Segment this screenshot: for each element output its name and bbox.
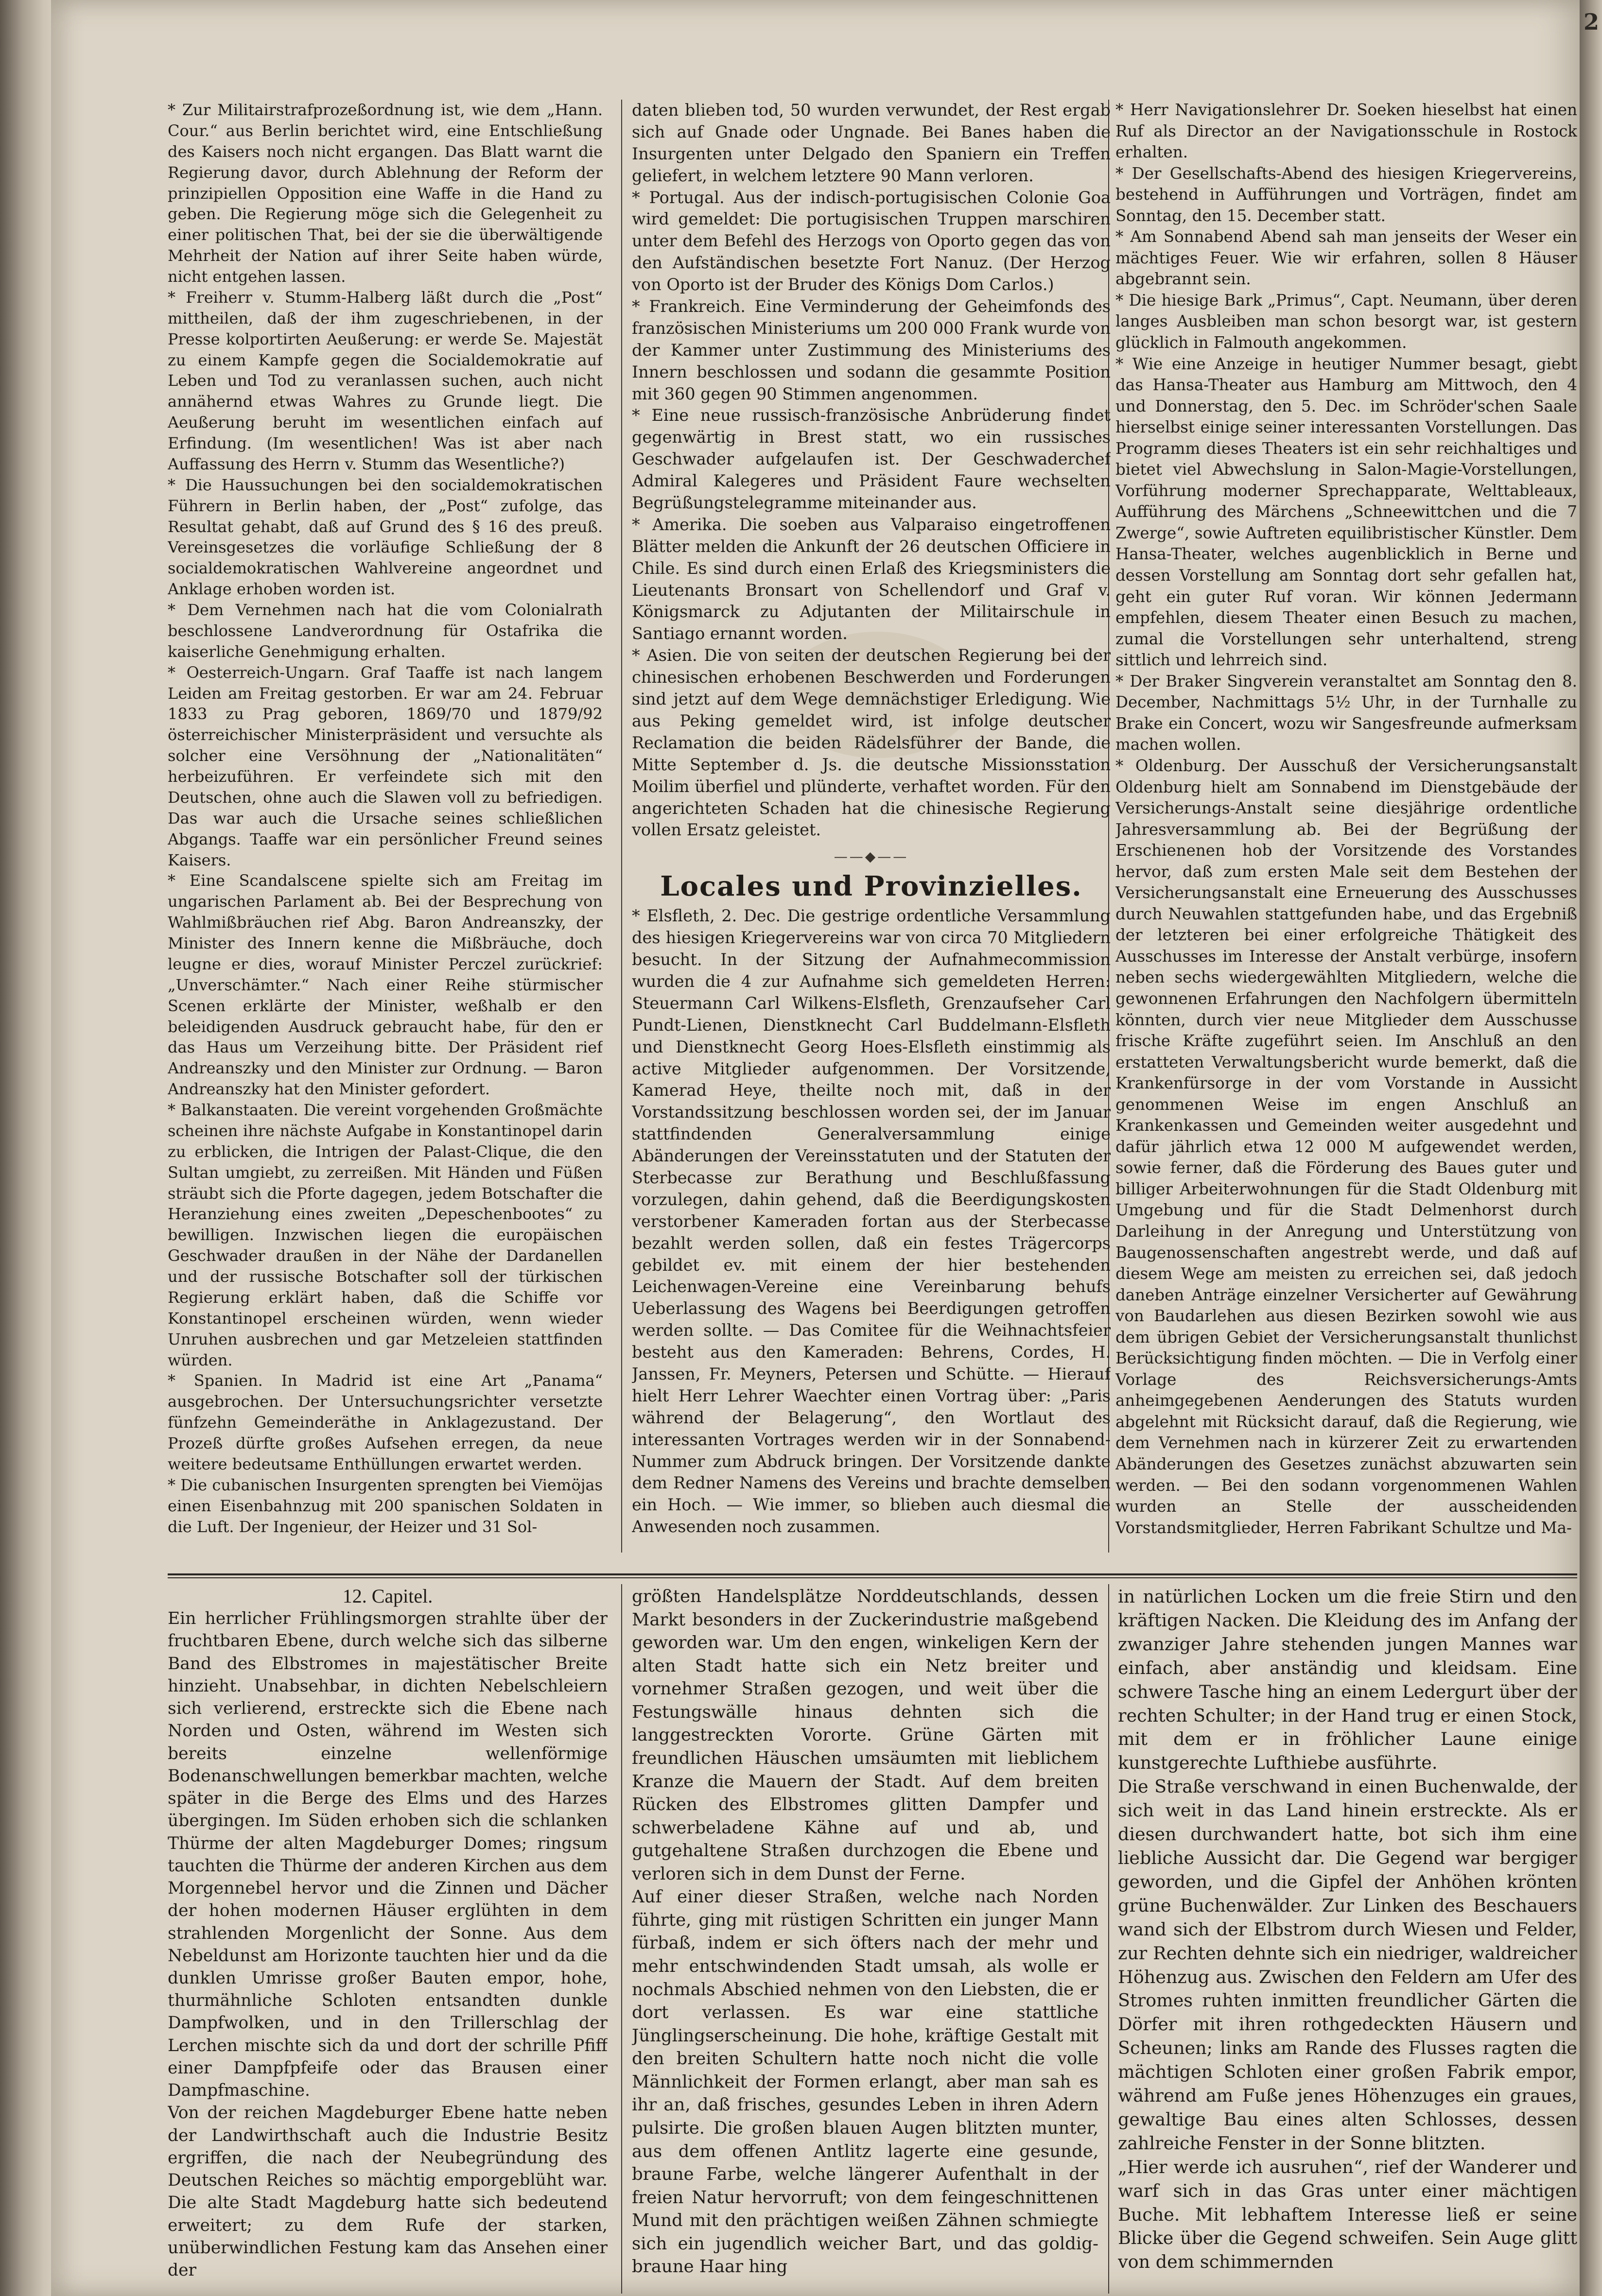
edge-label: 2 [1584, 9, 1600, 35]
article-paragraph: * Oldenburg. Der Ausschuß der Versicherungsanstalt Oldenburg hielt am Sonnabend im Dienstgebäude der Versicherungs-Anstalt seine diesjährige ordentliche Jahresversammlung ab. Bei der Begrüßung der Erschienenen hob der Vorsitzende des Vorstandes hervor, daß zum ersten Male seit dem Bestehen der Versicherungsanstalt eine Erneuerung des Ausschusses durch Neuwahlen stattgefunden habe, und das Ergebniß der letzteren bei einer erfolgreiche Thätigkeit des Ausschusses im Interesse der Anstalt verbürge, insofern neben sechs wiedergewählten Mitgliedern, welche die gewonnenen Erfahrungen den Nachfolgern übermitteln könnten, durch vier neue Mitglieder dem Ausschusse frische Kräfte zugeführt seien. Im Anschluß an den erstatteten Verwaltungsbericht wurde bemerkt, daß die Krankenfürsorge in der vom Vorstande in Aussicht genommenen Weise im engen Anschluß an Krankenkassen und Gemeinden weiter ausgedehnt und dafür jährlich etwa 12 000 M aufgewendet werden, sowie ferner, daß die Förderung des Baues guter und billiger Arbeiterwohnungen für die Stadt Oldenburg mit Umgebung und für die Stadt Delmenhorst durch Darleihung in der Anregung und Unterstützung von Baugenossenschaften angestrebt werde, und daß auf diesem Wege am meisten zu erreichen sei, daß jedoch daneben Anträge einzelner Versicherter auf Gewährung von Baudarlehen aus diesen Bezirken sowohl wie aus dem übrigen Gebiet der Versicherungsanstalt thunlichst Berücksichtigung finden möchten. — Die in Verfolg einer Vorlage des Reichsversicherungs-Amts anheimgegebenen Aenderungen des Statuts wurden abgelehnt mit Rücksicht darauf, daß die Regierung, wie dem Vernehmen nach in kürzerer Zeit zu erwartenden Abänderungen des Gesetzes zunächst abzuwarten sein werden. — Bei den sodann vorgenommenen Wahlen wurden an Stelle der ausscheidenden Vorstandsmitglieder, Herren Fabrikant Schultze und Ma- [1115, 756, 1577, 1537]
article-paragraph: größten Handelsplätze Norddeutschlands, dessen Markt besonders in der Zuckerindustrie maßgebend geworden war. Um den engen, winkeligen Kern der alten Stadt hatte sich ein Netz breiter und vornehmer Straßen gezogen, und weit über die Festungswälle hinaus dehnten sich die langgestreckten Vororte. Grüne Gärten mit freundlichen Häuschen umsäumten mit lieblichem Kranze die Mauern der Stadt. Auf dem breiten Rücken des Elbstromes glitten Dampfer und schwerbeladene Kähne auf und ab, und gutgehaltene Straßen durchzogen die Ebene und verloren sich in dem Dunst der Ferne. [632, 1587, 1098, 1884]
article-paragraph: * Elsfleth, 2. Dec. Die gestrige ordentliche Versammlung des hiesigen Kriegervereins war von circa 70 Mitgliedern besucht. In der Sitzung der Aufnahmecommission wurden die 4 zur Aufnahme sich gemeldeten Herren: Steuermann Carl Wilkens-Elsfleth, Grenzaufseher Carl Pundt-Lienen, Dienstknecht Carl Buddelmann-Elsfleth und Dienstknecht Georg Hoes-Elsfleth einstimmig als active Mitglieder aufgenommen. Der Vorsitzende, Kamerad Heye, theilte noch mit, daß in der Vorstandssitzung beschlossen worden sei, der im Januar stattfindenden Generalversammlung einige Abänderungen der Vereinsstatuten und der Statuten der Sterbecasse zur Berathung und Beschlußfassung vorzulegen, dahin gehend, daß die Beerdigungskosten verstorbener Kameraden fortan aus der Sterbecasse bezahlt werden sollen, daß ein festes Trägercorps gebildet ev. mit einem der hier bestehenden Leichenwagen-Vereine eine Vereinbarung behufs Ueberlassung des Wagens bei Beerdigungen getroffen werden sollte. — Das Comitee für die Weihnachtsfeier besteht aus den Kameraden: Behrens, Cordes, H. Janssen, Fr. Meyners, Petersen und Schütte. — Hierauf hielt Herr Lehrer Waechter einen Vortrag über: „Paris während der Belagerung“, den Wortlaut des interessanten Vortrages werden wir in der Sonnabend-Nummer zum Abdruck bringen. Der Vorsitzende dankte dem Redner Namens des Vereins und brachte demselben ein Hoch. — Wie immer, so blieben auch diesmal die Anwesenden noch zusammen. [632, 906, 1111, 1536]
article-paragraph: * Am Sonnabend Abend sah man jenseits der Weser ein mächtiges Feuer. Wie wir erfahren, sollen 8 Häuser abgebrannt sein. [1115, 227, 1577, 289]
article-paragraph: * Der Gesellschafts-Abend des hiesigen Kriegervereins, bestehend in Aufführungen und Vorträgen, findet am Sonntag, den 15. December statt. [1115, 164, 1577, 225]
column-1 [168, 100, 603, 1553]
article-paragraph: * Oesterreich-Ungarn. Graf Taaffe ist nach langem Leiden am Freitag gestorben. Er war am 24. Februar 1833 zu Prag geboren, 1869/70 und 1879/92 österreichischer Ministerpräsident und versuchte als solcher eine Versöhnung der „Nationalitäten“ herbeizuführen. Er verfeindete sich mit den Deutschen, ohne auch die Slawen voll zu befriedigen. Das war auch die Ursache seines schließlichen Abgangs. Taaffe war ein persönlicher Freund seines Kaisers. [168, 663, 603, 869]
section-ornament: ——◆—— [834, 848, 909, 865]
article-paragraph: * Wie eine Anzeige in heutiger Nummer besagt, giebt das Hansa-Theater aus Hamburg am Mittwoch, den 4 und Donnerstag, den 5. Dec. im Schröder'schen Saale hierselbst einige seiner interessanten Vorstellungen. Das Programm dieses Theaters ist ein sehr reichhaltiges und bietet viel Abwechslung in Salon-Magie-Vorstellungen, Vorführung moderner Sprechapparate, Welttableaux, Aufführung des Märchens „Schneewittchen und die 7 Zwerge“, sowie Auftreten equilibristischer Künstler. Dem Hansa-Theater, welches augenblicklich in Berne und dessen Vorstellung am Sonntag dort sehr gefallen hat, geht ein guter Ruf voran. Wir können Jedermann empfehlen, diesem Theater einen Besuch zu machen, zumal die Vorstellungen sehr unterhaltend, streng sittlich und lehrreich sind. [1115, 354, 1577, 670]
article-paragraph: „Hier werde ich ausruhen“, rief der Wanderer und warf sich in das Gras unter einer mächtigen Buche. Mit lebhaftem Interesse ließ er seine Blicke über die Gegend schweifen. Sein Auge glitt von dem schimmernden [1118, 2156, 1577, 2273]
article-paragraph: * Die hiesige Bark „Primus“, Capt. Neumann, über deren langes Ausbleiben man schon besorgt war, ist gestern glücklich in Falmouth angekommen. [1115, 291, 1577, 352]
article-paragraph: * Herr Navigationslehrer Dr. Soeken hieselbst hat einen Ruf als Director an der Navigationsschule in Rostock erhalten. [1115, 101, 1577, 162]
article-paragraph: * Portugal. Aus der indisch-portugisischen Colonie Goa wird gemeldet: Die portugisischen Truppen marschiren unter dem Befehl des Herzogs von Oporto gegen das von den Aufständischen besetzte Fort Nanuz. (Der Herzog von Oporto ist der Bruder des Königs Dom Carlos.) [632, 188, 1111, 294]
feuilleton-column-2 [632, 1585, 1098, 2285]
article-paragraph: * Spanien. In Madrid ist eine Art „Panama“ ausgebrochen. Der Untersuchungsrichter versetzte fünfzehn Gemeinderäthe in Anklagezustand. Der Prozeß dürfte großes Aufsehen erregen, da neue weitere bedeutsame Enthüllungen erwartet werden. [168, 1371, 603, 1473]
article-paragraph: in natürlichen Locken um die freie Stirn und den kräftigen Nacken. Die Kleidung des im Anfang der zwanziger Jahre stehenden jungen Mannes war einfach, aber anständig und kleidsam. Eine schwere Tasche hing an einem Ledergurt über der rechten Schulter; in der Hand trug er einen Stock, mit dem er in fröhlicher Laune einige kunstgerechte Lufthiebe ausführte. [1118, 1586, 1577, 1774]
article-paragraph: daten blieben tod, 50 wurden verwundet, der Rest ergab sich auf Gnade oder Ungnade. Bei Banes haben die Insurgenten unter Delgado den Spaniern ein Treffen geliefert, in welchem letztere 90 Mann verloren. [632, 101, 1111, 185]
article-paragraph: * Amerika. Die soeben aus Valparaiso eingetroffenen Blätter melden die Ankunft der 26 deutschen Officiere in Chile. Es sind durch einen Erlaß des Kriegsministers die Lieutenants Bronsart von Schellendorf und Graf v. Königsmarck zu Adjutanten der Militairschule in Santiago ernannt worden. [632, 515, 1111, 643]
article-paragraph: * Freiherr v. Stumm-Halberg läßt durch die „Post“ mittheilen, daß der ihm zugeschriebenen, in der Presse kolportirten Aeußerung: er werde Se. Majestät zu einem Kampfe gegen die Socialdemokratie auf Leben und Tod zu veranlassen suchen, auch nicht annähernd etwas Wahres zu Grunde liegt. Die Aeußerung beruht im wesentlichen einfach auf Erfindung. (Im wesentlichen! Was ist aber nach Auffassung des Herrn v. Stumm das Wesentliche?) [168, 288, 603, 473]
feuilleton-column-3 [1118, 1585, 1577, 2285]
article-paragraph: * Der Braker Singverein veranstaltet am Sonntag den 8. December, Nachmittags 5½ Uhr, in der Turnhalle zu Brake ein Concert, wozu wir Sangesfreunde aufmerksam machen wollen. [1115, 672, 1577, 754]
article-paragraph: Ein herrlicher Frühlingsmorgen strahlte über der fruchtbaren Ebene, durch welche sich das silberne Band des Elbstromes in majestätischer Breite hinzieht. Unabsehbar, in dichten Nebelschleiern sich verlierend, erstreckte sich die Ebene nach Norden und Osten, während im Westen sich bereits einzelne wellenförmige Bodenanschwellungen bemerkbar machten, welche später in die Berge des Elms und des Harzes übergingen. Im Süden erhoben sich die schlanken Thürme der alten Magdeburger Domes; ringsum tauchten die Thürme der anderen Kirchen aus dem Morgennebel hervor und die Zinnen und Dächer der hohen modernen Häuser erglühten in dem strahlenden Morgenlicht der Sonne. Aus dem Nebeldunst am Horizonte tauchten hier und da die dunklen Umrisse großer Bauten empor, hohe, thurmähnliche Schloten entsandten dunkle Dampfwolken, und in den Trillerschlag der Lerchen mischte sich da und dort der schrille Pfiff einer Dampfpfeife oder das Brausen einer Dampfmaschine. [168, 1609, 608, 2101]
article-paragraph: * Asien. Die von seiten der deutschen Regierung bei der chinesischen erhobenen Beschwerden und Forderungen sind jetzt auf dem Wege demnächstiger Erledigung. Wie aus Peking gemeldet wird, ist infolge deutscher Reclamation die beiden Rädelsführer der Bande, die Mitte September d. Js. die deutsche Missionsstation Moilim überfiel und plünderte, verhaftet worden. Für den angerichteten Schaden hat die chinesische Regierung vollen Ersatz geleistet. [632, 646, 1111, 840]
article-paragraph: * Dem Vernehmen nach hat die vom Colonialrath beschlossene Landverordnung für Ostafrika die kaiserliche Genehmigung erhalten. [168, 601, 603, 661]
article-paragraph: Die Straße verschwand in einen Buchenwalde, der sich weit in das Land hinein erstreckte. Als er diesen durchwandert hatte, bot sich ihm eine liebliche Aussicht dar. Die Gegend war bergiger geworden, und die Gipfel der Anhöhen krönten grüne Buchenwälder. Zur Linken des Beschauers wand sich der Elbstrom durch Wiesen und Felder, zur Rechten dehnte sich ein niedriger, waldreicher Höhenzug aus. Zwischen den Feldern am Ufer des Stromes ruhten inmitten freundlicher Gärten die Dörfer mit ihren rothgedeckten Häusern und Scheunen; links am Rande des Flusses ragten die mächtigen Schloten einer großen Fabrik empor, während am Fuße jenes Höhenzuges ein graues, gewaltige Bau eines alten Schlosses, dessen zahlreiche Fenster in der Sonne blitzten. [1118, 1776, 1577, 2154]
article-paragraph: Auf einer dieser Straßen, welche nach Norden führte, ging mit rüstigen Schritten ein junger Mann fürbaß, indem er sich öfters nach der mehr und mehr entschwindenden Stadt umsah, als wolle er nochmals Abschied nehmen von den Liebsten, die er dort verlassen. Es war eine stattliche Jünglingserscheinung. Die hohe, kräftige Gestalt mit den breiten Schultern hatte noch nicht die volle Männlichkeit der Formen erlangt, aber man sah es ihr an, daß frisches, gesundes Leben in ihren Adern pulsirte. Die großen blauen Augen blitzten munter, aus dem offenen Antlitz lagerte eine gesunde, braune Farbe, welche längerer Aufenthalt in der freien Natur hervorruft; von dem feingeschnittenen Mund mit den prächtigen weißen Zähnen schmiegte sich ein jugendlich weicher Bart, und das goldig-braune Haar hing [632, 1887, 1098, 2277]
article-paragraph: * Eine neue russisch-französische Anbrüderung findet gegenwärtig in Brest statt, wo ein russisches Geschwader aufgelaufen ist. Der Geschwaderchef Admiral Kalegeres und Präsident Faure wechselten Begrüßungstelegramme miteinander aus. [632, 406, 1111, 513]
article-paragraph: * Frankreich. Eine Verminderung der Geheimfonds des französischen Ministeriums um 200 000 Frank wurde von der Kammer unter Zustimmung des Ministeriums des Innern beschlossen und sodann die gesammte Position mit 360 gegen 90 Stimmen angenommen. [632, 297, 1111, 403]
next-page-edge [1580, 0, 1602, 2296]
column-2 [632, 100, 1111, 1553]
column-rule [1108, 1584, 1109, 2294]
article-paragraph: * Die Haussuchungen bei den socialdemokratischen Führern in Berlin haben, der „Post“ zufolge, das Resultat gehabt, daß auf Grund des § 16 des preuß. Vereinsgesetzes die vorläufige Schließung der 8 socialdemokratischen Wahlvereine angeordnet und Anklage erhoben worden ist. [168, 475, 603, 599]
article-paragraph: * Balkanstaaten. Die vereint vorgehenden Großmächte scheinen ihre nächste Aufgabe in Konstantinopel darin zu erblicken, die Intrigen der Palast-Clique, die den Sultan umgiebt, zu zerreißen. Mit Händen und Füßen sträubt sich die Pforte dagegen, jedem Botschafter die Heranziehung eines zweiten „Depeschenbootes“ zu bewilligen. Inzwischen liegen die europäischen Geschwader draußen in der Nähe der Dardanellen und der russische Botschafter soll der türkischen Regierung erklärt haben, daß die Schiffe vor Konstantinopel erscheinen würden, wenn wieder Unruhen ausbrechen und gar Metzeleien stattfinden würden. [168, 1101, 603, 1369]
column-rule [621, 1584, 622, 2294]
column-3 [1115, 100, 1577, 1553]
chapter-heading: 12. Capitel. [342, 1585, 433, 1607]
feuilleton-rule [168, 1573, 1577, 1578]
column-rule [621, 100, 622, 1553]
article-paragraph: * Die cubanischen Insurgenten sprengten bei Viemöjas einen Eisenbahnzug mit 200 spanischen Soldaten in die Luft. Der Ingenieur, der Heizer und 31 Sol- [168, 1475, 603, 1536]
article-paragraph: * Eine Scandalscene spielte sich am Freitag im ungarischen Parlament ab. Bei der Besprechung von Wahlmißbräuchen rief Abg. Baron Andreanszky, der Minister des Innern kenne die Mißbräuche, doch leugne er dies, worauf Minister Perczel zurückrief: „Unverschämter.“ Nach einer Reihe stürmischer Scenen erklärte der Minister, weßhalb er den beleidigenden Ausdruck gebraucht habe, für den er das Haus um Verzeihung bitte. Der Präsident rief Andreanszky und den Minister zur Ordnung. — Baron Andreanszky hat den Minister gefordert. [168, 871, 603, 1099]
article-paragraph: Von der reichen Magdeburger Ebene hatte neben der Landwirthschaft auch die Industrie Besitz ergriffen, die nach der Neubegründung des Deutschen Reiches so mächtig emporgeblüht war. Die alte Stadt Magdeburg hatte sich bedeutend erweitert; zu dem Rufe der starken, unüberwindlichen Festung kam das Ansehen einer der [168, 2103, 608, 2280]
section-heading: Locales und Provinzielles. [660, 870, 1082, 903]
book-binding [0, 0, 58, 2296]
feuilleton-column-1 [168, 1585, 608, 2285]
article-paragraph: * Zur Militairstrafprozeßordnung ist, wie dem „Hann. Cour.“ aus Berlin berichtet wird, eine Entschließung des Kaisers noch nicht ergangen. Das Blatt warnt die Regierung davor, durch Ablehnung der Reform der prinzipiellen Opposition eine Waffe in die Hand zu geben. Die Regierung möge sich die Gelegenheit zu einer politischen That, bei der sie die überwältigende Mehrheit der Nation auf ihrer Seite haben würde, nicht entgehen lassen. [168, 101, 603, 286]
